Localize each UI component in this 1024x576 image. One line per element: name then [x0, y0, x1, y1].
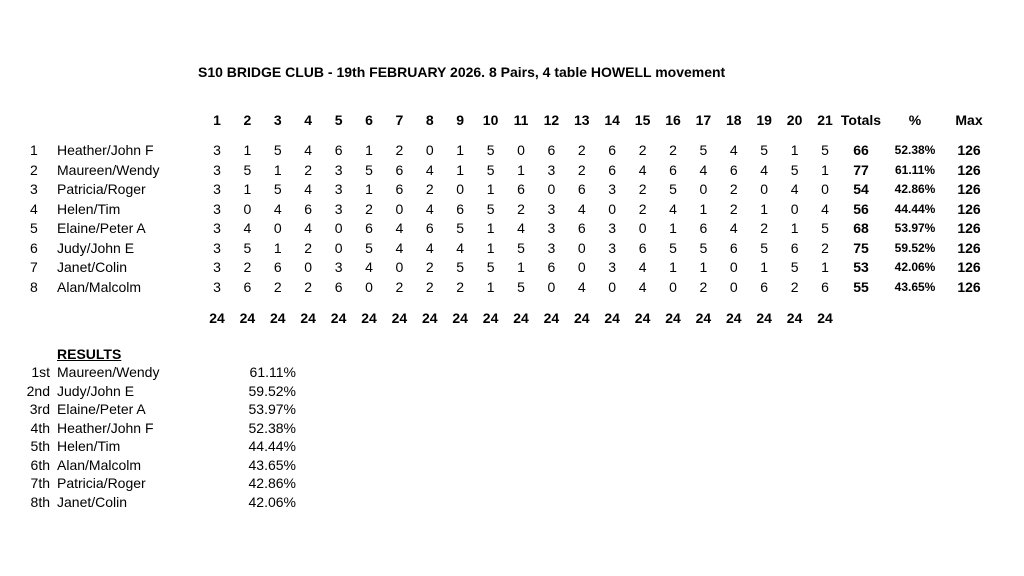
pair-total: 56 — [853, 200, 869, 217]
score-cell: 4 — [699, 161, 708, 178]
board-total: 24 — [209, 310, 225, 326]
pair-number: 5 — [30, 220, 38, 236]
score-cell: 1 — [517, 161, 525, 178]
result-percent: 42.86% — [248, 475, 296, 491]
pair-percent: 42.86% — [894, 182, 936, 196]
board-total: 24 — [604, 310, 620, 326]
board-header: 4 — [304, 112, 313, 128]
score-cell: 5 — [365, 161, 373, 178]
score-cell: 4 — [456, 239, 465, 256]
score-cell: 3 — [334, 181, 343, 197]
score-cell: 0 — [760, 181, 769, 197]
score-cell: 2 — [729, 181, 738, 197]
board-header: 10 — [482, 112, 499, 128]
score-cell: 2 — [456, 278, 465, 295]
score-cell: 5 — [243, 239, 252, 256]
score-cell: 1 — [699, 259, 708, 275]
result-position: 4th — [30, 419, 50, 436]
score-cell: 3 — [608, 259, 617, 275]
score-cell: 4 — [577, 278, 586, 295]
score-cell: 5 — [365, 239, 373, 256]
pair-percent: 44.44% — [894, 201, 936, 216]
score-cell: 1 — [790, 220, 799, 236]
score-cell: 5 — [486, 200, 495, 217]
score-cell: 1 — [760, 200, 769, 217]
result-name: Janet/Colin — [57, 493, 128, 510]
board-total: 24 — [543, 310, 560, 326]
board-header: 21 — [817, 112, 833, 128]
score-cell: 6 — [273, 259, 282, 275]
pair-name: Janet/Colin — [57, 259, 128, 275]
score-cell: 0 — [517, 142, 525, 158]
pair-name: Maureen/Wendy — [57, 161, 160, 178]
score-cell: 6 — [608, 142, 617, 158]
score-cell: 1 — [365, 181, 373, 197]
pair-total: 53 — [853, 259, 869, 275]
board-total: 24 — [482, 310, 499, 326]
score-cell: 6 — [608, 161, 617, 178]
score-cell: 2 — [669, 142, 677, 158]
totals-header: Totals — [840, 112, 882, 128]
result-percent: 61.11% — [249, 364, 296, 380]
score-cell: 6 — [456, 200, 465, 217]
board-total: 24 — [756, 310, 772, 326]
result-position: 1st — [31, 364, 50, 380]
score-cell: 3 — [213, 142, 221, 158]
score-cell: 0 — [729, 259, 738, 275]
score-cell: 0 — [243, 200, 252, 217]
pair-max: 126 — [957, 200, 981, 217]
board-header: 11 — [513, 112, 529, 128]
score-cell: 6 — [517, 181, 525, 197]
score-cell: 5 — [790, 259, 799, 275]
pair-number: 7 — [30, 259, 38, 275]
results-heading: RESULTS — [57, 346, 122, 362]
score-cell: 5 — [821, 220, 829, 236]
score-cell: 2 — [517, 200, 525, 217]
score-cell: 6 — [395, 161, 404, 178]
score-cell: 0 — [699, 181, 708, 197]
board-total: 24 — [786, 310, 803, 326]
score-cell: 6 — [699, 220, 708, 236]
pair-name: Patricia/Roger — [57, 181, 146, 197]
score-cell: 4 — [395, 239, 404, 256]
score-cell: 1 — [669, 259, 677, 275]
page-title: S10 BRIDGE CLUB - 19th FEBRUARY 2026. 8 Pairs, 4 table HOWELL movement — [198, 64, 726, 80]
result-position: 3rd — [29, 401, 50, 417]
result-percent: 42.06% — [248, 493, 296, 510]
score-cell: 6 — [669, 161, 677, 178]
score-cell: 3 — [547, 220, 556, 236]
result-position: 2nd — [26, 382, 50, 399]
score-cell: 3 — [213, 220, 221, 236]
result-name: Patricia/Roger — [57, 475, 146, 491]
score-cell: 6 — [243, 278, 252, 295]
score-cell: 3 — [547, 161, 556, 178]
score-cell: 6 — [334, 278, 343, 295]
score-cell: 5 — [517, 239, 525, 256]
score-cell: 0 — [273, 220, 282, 236]
score-cell: 5 — [821, 142, 829, 158]
pair-number: 8 — [30, 278, 38, 295]
score-cell: 6 — [760, 278, 769, 295]
score-cell: 6 — [821, 278, 829, 295]
score-cell: 5 — [273, 142, 282, 158]
score-cell: 6 — [425, 220, 434, 236]
pair-total: 54 — [853, 181, 869, 197]
score-cell: 2 — [273, 278, 282, 295]
board-total: 24 — [513, 310, 529, 326]
score-cell: 2 — [790, 278, 799, 295]
result-position: 5th — [30, 438, 50, 454]
pair-name: Elaine/Peter A — [57, 220, 146, 236]
score-cell: 2 — [638, 142, 647, 158]
pair-max: 126 — [957, 259, 981, 275]
result-name: Judy/John E — [57, 382, 135, 399]
pair-max: 126 — [957, 142, 981, 158]
pair-max: 126 — [957, 181, 981, 197]
pair-number: 4 — [30, 200, 38, 217]
score-cell: 5 — [669, 181, 677, 197]
score-cell: 2 — [304, 278, 313, 295]
score-cell: 5 — [699, 142, 708, 158]
board-total: 24 — [330, 310, 347, 326]
score-cell: 1 — [790, 142, 799, 158]
result-position: 8th — [30, 493, 50, 510]
board-header: 18 — [726, 112, 742, 128]
pair-percent: 53.97% — [894, 221, 936, 235]
score-cell: 4 — [638, 278, 647, 295]
score-cell: 6 — [577, 220, 586, 236]
score-cell: 2 — [395, 278, 404, 295]
board-total: 24 — [665, 310, 681, 326]
score-cell: 4 — [790, 181, 799, 197]
score-cell: 4 — [395, 220, 404, 236]
score-cell: 0 — [638, 220, 647, 236]
score-cell: 4 — [425, 161, 434, 178]
score-cell: 2 — [304, 239, 313, 256]
score-cell: 0 — [334, 220, 343, 236]
score-cell: 6 — [577, 181, 586, 197]
score-cell: 2 — [760, 220, 769, 236]
pair-total: 55 — [853, 278, 869, 295]
score-cell: 4 — [273, 200, 282, 217]
score-cell: 4 — [517, 220, 525, 236]
pair-percent: 42.06% — [894, 260, 936, 274]
score-cell: 5 — [486, 161, 495, 178]
board-total: 24 — [422, 310, 438, 326]
score-cell: 3 — [213, 278, 221, 295]
score-cell: 3 — [334, 259, 343, 275]
score-cell: 2 — [304, 161, 313, 178]
pair-total: 66 — [853, 142, 869, 158]
board-header: 2 — [243, 112, 252, 128]
pair-max: 126 — [957, 278, 981, 295]
score-cell: 0 — [608, 278, 617, 295]
board-header: 20 — [786, 112, 803, 128]
score-cell: 0 — [547, 278, 556, 295]
score-cell: 3 — [547, 239, 556, 256]
score-cell: 2 — [821, 239, 829, 256]
result-percent: 53.97% — [248, 401, 296, 417]
board-total: 24 — [726, 310, 742, 326]
score-cell: 2 — [577, 161, 586, 178]
result-percent: 59.52% — [248, 382, 296, 399]
score-cell: 6 — [547, 142, 556, 158]
score-cell: 1 — [669, 220, 677, 236]
score-cell: 2 — [243, 259, 252, 275]
score-cell: 1 — [365, 142, 373, 158]
result-name: Heather/John F — [57, 419, 154, 436]
score-cell: 2 — [729, 200, 738, 217]
score-cell: 6 — [729, 161, 738, 178]
score-cell: 1 — [273, 161, 282, 178]
score-cell: 3 — [334, 161, 343, 178]
board-header: 5 — [334, 112, 343, 128]
board-header: 3 — [273, 112, 282, 128]
board-total: 24 — [695, 310, 712, 326]
score-cell: 2 — [577, 142, 586, 158]
pair-max: 126 — [957, 161, 981, 178]
score-cell: 4 — [365, 259, 373, 275]
score-cell: 2 — [395, 142, 404, 158]
score-cell: 0 — [334, 239, 343, 256]
score-cell: 5 — [273, 181, 282, 197]
score-cell: 6 — [729, 239, 738, 256]
score-cell: 3 — [213, 259, 221, 275]
board-total: 24 — [270, 310, 286, 326]
board-total: 24 — [361, 310, 377, 326]
score-cell: 3 — [334, 200, 343, 217]
pair-total: 75 — [853, 239, 869, 256]
score-cell: 3 — [608, 220, 617, 236]
score-cell: 6 — [547, 259, 556, 275]
board-header: 14 — [604, 112, 620, 128]
board-header: 12 — [543, 112, 560, 128]
score-cell: 1 — [486, 239, 495, 256]
result-percent: 52.38% — [248, 419, 296, 436]
score-cell: 4 — [425, 239, 434, 256]
board-total: 24 — [239, 310, 256, 326]
score-cell: 4 — [729, 220, 738, 236]
score-cell: 1 — [517, 259, 525, 275]
score-cell: 4 — [821, 200, 829, 217]
score-cell: 0 — [304, 259, 313, 275]
score-cell: 2 — [638, 181, 647, 197]
result-position: 7th — [30, 475, 50, 491]
score-cell: 0 — [790, 200, 799, 217]
score-cell: 2 — [425, 181, 434, 197]
pair-max: 126 — [957, 220, 981, 236]
score-cell: 0 — [456, 181, 465, 197]
score-cell: 3 — [608, 239, 617, 256]
pair-max: 126 — [957, 239, 981, 256]
board-header: 19 — [756, 112, 772, 128]
score-cell: 0 — [395, 259, 404, 275]
score-cell: 1 — [273, 239, 282, 256]
score-cell: 1 — [456, 161, 465, 178]
score-cell: 3 — [213, 161, 221, 178]
result-name: Helen/Tim — [57, 438, 121, 454]
score-cell: 5 — [243, 161, 252, 178]
score-cell: 1 — [243, 142, 252, 158]
score-cell: 3 — [213, 181, 221, 197]
board-total: 24 — [300, 310, 316, 326]
score-cell: 1 — [456, 142, 465, 158]
pair-number: 1 — [30, 142, 38, 158]
score-cell: 3 — [547, 200, 556, 217]
score-cell: 5 — [456, 259, 465, 275]
result-name: Alan/Malcolm — [57, 456, 142, 473]
score-cell: 3 — [213, 239, 221, 256]
board-total: 24 — [634, 310, 651, 326]
pair-name: Alan/Malcolm — [57, 278, 142, 295]
score-cell: 5 — [456, 220, 465, 236]
score-cell: 0 — [577, 259, 586, 275]
score-cell: 4 — [638, 259, 647, 275]
board-total: 24 — [452, 310, 468, 326]
score-cell: 4 — [638, 161, 647, 178]
score-cell: 1 — [821, 259, 829, 275]
score-cell: 5 — [486, 259, 495, 275]
score-cell: 2 — [425, 259, 434, 275]
score-cell: 4 — [304, 220, 313, 236]
score-cell: 6 — [365, 220, 373, 236]
result-name: Maureen/Wendy — [57, 364, 160, 380]
pair-total: 77 — [853, 161, 869, 178]
score-cell: 4 — [760, 161, 769, 178]
score-cell: 1 — [486, 278, 495, 295]
score-cell: 4 — [304, 181, 313, 197]
score-cell: 6 — [638, 239, 647, 256]
score-cell: 0 — [365, 278, 373, 295]
score-cell: 5 — [699, 239, 708, 256]
score-cell: 0 — [577, 239, 586, 256]
score-cell: 6 — [334, 142, 343, 158]
pair-number: 3 — [30, 181, 38, 197]
board-header: 17 — [695, 112, 712, 128]
pair-percent: 59.52% — [894, 240, 936, 255]
score-cell: 1 — [486, 181, 495, 197]
score-cell: 6 — [790, 239, 799, 256]
pair-percent: 52.38% — [894, 143, 936, 157]
board-header: 16 — [665, 112, 681, 128]
pair-percent: 61.11% — [894, 162, 936, 177]
score-cell: 0 — [395, 200, 404, 217]
score-cell: 5 — [669, 239, 677, 256]
score-cell: 0 — [425, 142, 434, 158]
score-cell: 0 — [821, 181, 829, 197]
board-total: 24 — [817, 310, 833, 326]
board-header: 7 — [395, 112, 404, 128]
result-position: 6th — [30, 456, 50, 473]
pair-name: Heather/John F — [57, 142, 154, 158]
score-cell: 0 — [608, 200, 617, 217]
score-cell: 4 — [577, 200, 586, 217]
score-cell: 4 — [243, 220, 252, 236]
pair-number: 6 — [30, 239, 38, 256]
score-cell: 2 — [425, 278, 434, 295]
result-percent: 44.44% — [248, 438, 296, 454]
pct-header: % — [908, 112, 922, 128]
pair-total: 68 — [853, 220, 869, 236]
score-cell: 4 — [304, 142, 313, 158]
score-cell: 5 — [517, 278, 525, 295]
board-header: 13 — [574, 112, 590, 128]
score-cell: 0 — [669, 278, 677, 295]
score-cell: 2 — [638, 200, 647, 217]
score-cell: 1 — [760, 259, 769, 275]
score-cell: 0 — [729, 278, 738, 295]
score-cell: 1 — [699, 200, 708, 217]
score-cell: 6 — [304, 200, 313, 217]
pair-name: Judy/John E — [57, 239, 135, 256]
result-name: Elaine/Peter A — [57, 401, 146, 417]
score-cell: 6 — [395, 181, 404, 197]
score-cell: 5 — [790, 161, 799, 178]
pair-name: Helen/Tim — [57, 200, 121, 217]
board-header: 15 — [634, 112, 651, 128]
score-cell: 4 — [729, 142, 738, 158]
score-cell: 4 — [425, 200, 434, 217]
score-cell: 2 — [365, 200, 373, 217]
score-cell: 2 — [699, 278, 708, 295]
board-total: 24 — [391, 310, 408, 326]
board-header: 8 — [425, 112, 434, 128]
result-percent: 43.65% — [248, 456, 296, 473]
board-header: 6 — [365, 112, 373, 128]
score-cell: 4 — [669, 200, 677, 217]
pair-number: 2 — [30, 161, 38, 178]
board-total: 24 — [574, 310, 590, 326]
score-cell: 1 — [243, 181, 252, 197]
score-cell: 5 — [486, 142, 495, 158]
score-cell: 1 — [821, 161, 829, 178]
score-cell: 3 — [213, 200, 221, 217]
score-cell: 5 — [760, 142, 769, 158]
score-cell: 5 — [760, 239, 769, 256]
score-cell: 3 — [608, 181, 617, 197]
board-header: 1 — [213, 112, 221, 128]
pair-percent: 43.65% — [894, 279, 936, 294]
score-cell: 1 — [486, 220, 495, 236]
max-header: Max — [955, 112, 983, 128]
score-cell: 0 — [547, 181, 556, 197]
board-header: 9 — [456, 112, 465, 128]
